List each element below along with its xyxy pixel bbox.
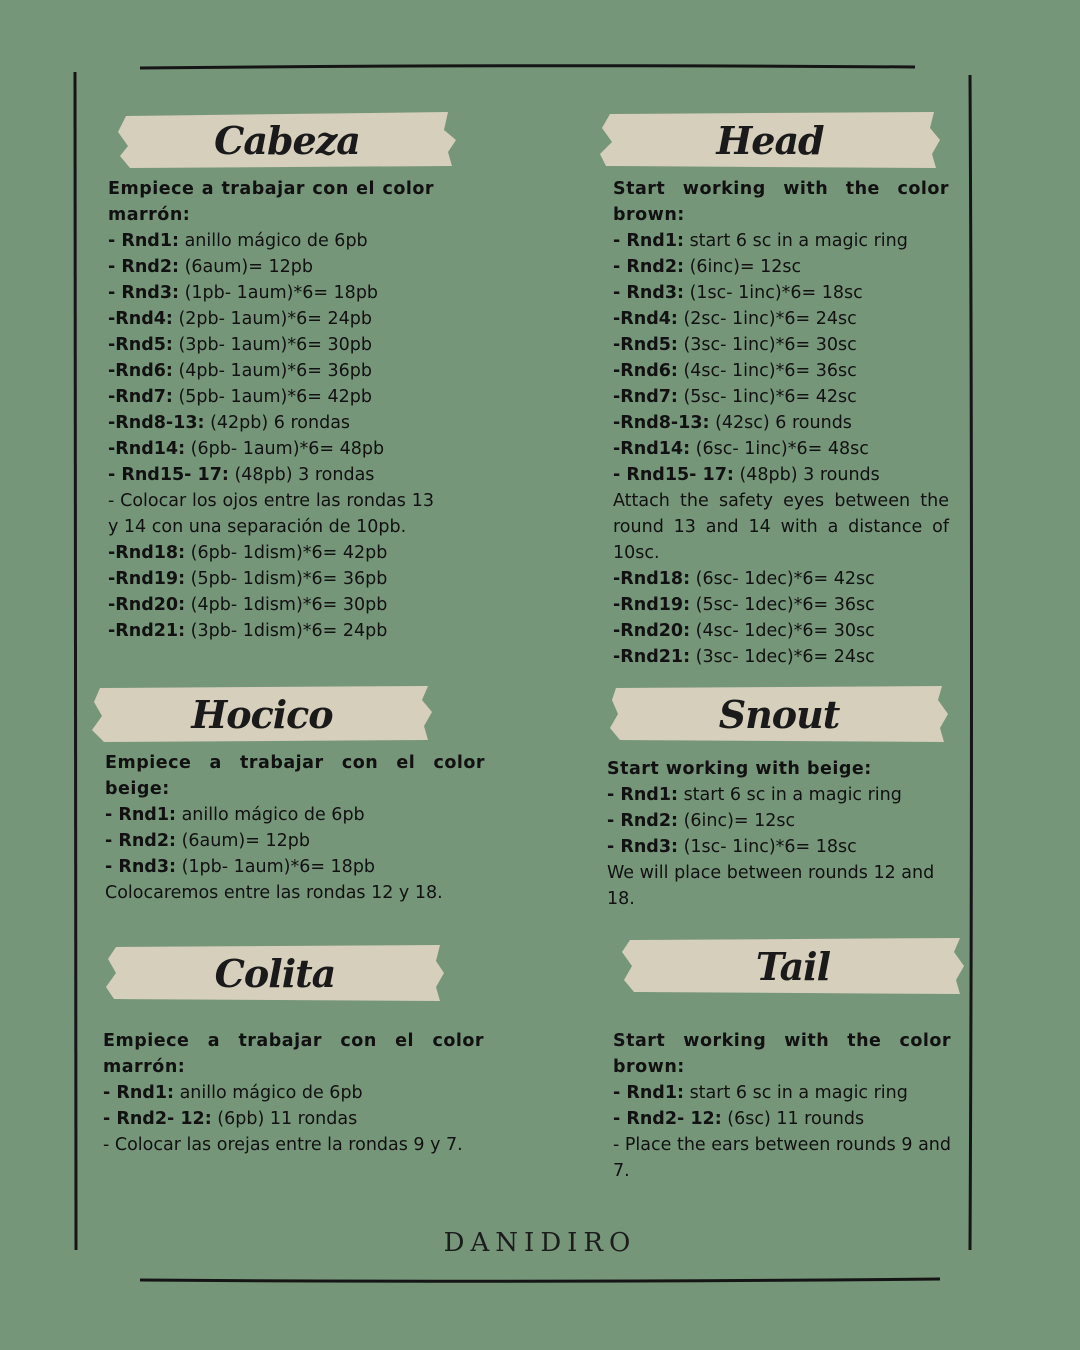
intro-text: Start working with the color brown: [613,179,949,225]
round-line: - Rnd2- 12: (6pb) 11 rondas [103,1109,358,1129]
round-line: - Rnd3: (1sc- 1inc)*6= 18sc [613,283,863,303]
round-line: -Rnd5: (3pb- 1aum)*6= 30pb [108,335,372,355]
round-line: - Rnd2: (6inc)= 12sc [613,257,802,277]
banner-hocico [92,684,432,744]
instructions-cabeza [108,176,434,644]
round-line: - Rnd15- 17: (48pb) 3 rondas [108,465,375,485]
round-line: - Rnd2: (6inc)= 12sc [607,811,796,831]
round-line: -Rnd21: (3pb- 1dism)*6= 24pb [108,621,388,641]
round-line: - Rnd3: (1sc- 1inc)*6= 18sc [607,837,857,857]
instructions-snout [607,756,947,912]
round-line: - Rnd1: start 6 sc in a magic ring [613,231,908,251]
round-line: -Rnd7: (5sc- 1inc)*6= 42sc [613,387,857,407]
round-line: -Rnd4: (2pb- 1aum)*6= 24pb [108,309,372,329]
brand-name: DANIDIRO [443,1228,637,1258]
round-line: - Rnd1: anillo mágico de 6pb [108,231,368,251]
round-line: - Rnd2: (6aum)= 12pb [105,831,310,851]
round-line: - Rnd2- 12: (6sc) 11 rounds [613,1109,865,1129]
round-line: -Rnd6: (4pb- 1aum)*6= 36pb [108,361,372,381]
intro-text: Start working with beige: [607,759,872,779]
round-line: -Rnd5: (3sc- 1inc)*6= 30sc [613,335,857,355]
section-title: Colita [214,950,336,996]
intro-text: Start working with the color brown: [613,1031,951,1077]
round-line: -Rnd21: (3sc- 1dec)*6= 24sc [613,647,875,667]
round-line: - Rnd15- 17: (48pb) 3 rounds [613,465,880,485]
banner-tail [622,936,964,996]
instructions-colita [103,1028,484,1158]
round-line: -Rnd19: (5sc- 1dec)*6= 36sc [613,595,875,615]
round-line: -Rnd18: (6pb- 1dism)*6= 42pb [108,543,388,563]
round-line: -Rnd14: (6pb- 1aum)*6= 48pb [108,439,385,459]
note-text: Attach the safety eyes between the round 13 and 14 with a distance of 10sc. [613,491,949,563]
section-title: Tail [755,943,831,989]
round-line: - Rnd1: start 6 sc in a magic ring [607,785,902,805]
round-line: -Rnd8-13: (42sc) 6 rounds [613,413,852,433]
round-line: -Rnd7: (5pb- 1aum)*6= 42pb [108,387,372,407]
round-line: - Rnd2: (6aum)= 12pb [108,257,313,277]
section-title: Head [716,117,824,163]
round-line: -Rnd19: (5pb- 1dism)*6= 36pb [108,569,388,589]
intro-text: Empiece a trabajar con el color marrón: [103,1031,484,1077]
section-title: Cabeza [214,117,360,163]
instructions-tail [613,1028,951,1184]
section-title: Hocico [191,691,333,737]
banner-head [600,110,940,170]
note-text: We will place between rounds 12 and 18. [607,863,935,909]
banner-cabeza [118,110,456,170]
instructions-hocico [105,750,485,906]
round-line: -Rnd14: (6sc- 1inc)*6= 48sc [613,439,869,459]
section-title: Snout [718,691,840,737]
round-line: -Rnd8-13: (42pb) 6 rondas [108,413,351,433]
round-line: - Rnd3: (1pb- 1aum)*6= 18pb [108,283,379,303]
round-line: -Rnd4: (2sc- 1inc)*6= 24sc [613,309,857,329]
note-text: Colocaremos entre las rondas 12 y 18. [105,883,443,903]
round-line: - Rnd1: anillo mágico de 6pb [103,1083,363,1103]
banner-colita [106,943,444,1003]
round-line: - Rnd1: start 6 sc in a magic ring [613,1083,908,1103]
round-line: -Rnd20: (4pb- 1dism)*6= 30pb [108,595,388,615]
round-line: -Rnd20: (4sc- 1dec)*6= 30sc [613,621,875,641]
round-line: - Rnd3: (1pb- 1aum)*6= 18pb [105,857,376,877]
note-text: - Colocar los ojos entre las rondas 13 y 14 con una separación de 10pb. [108,491,434,537]
note-text: - Place the ears between rounds 9 and 7. [613,1135,951,1181]
round-line: - Rnd1: anillo mágico de 6pb [105,805,365,825]
banner-snout [610,684,948,744]
intro-text: Empiece a trabajar con el color beige: [105,753,485,799]
round-line: -Rnd18: (6sc- 1dec)*6= 42sc [613,569,875,589]
note-text: - Colocar las orejas entre la rondas 9 y 7. [103,1135,463,1155]
instructions-head [613,176,949,670]
intro-text: Empiece a trabajar con el color marrón: [108,179,434,225]
round-line: -Rnd6: (4sc- 1inc)*6= 36sc [613,361,857,381]
